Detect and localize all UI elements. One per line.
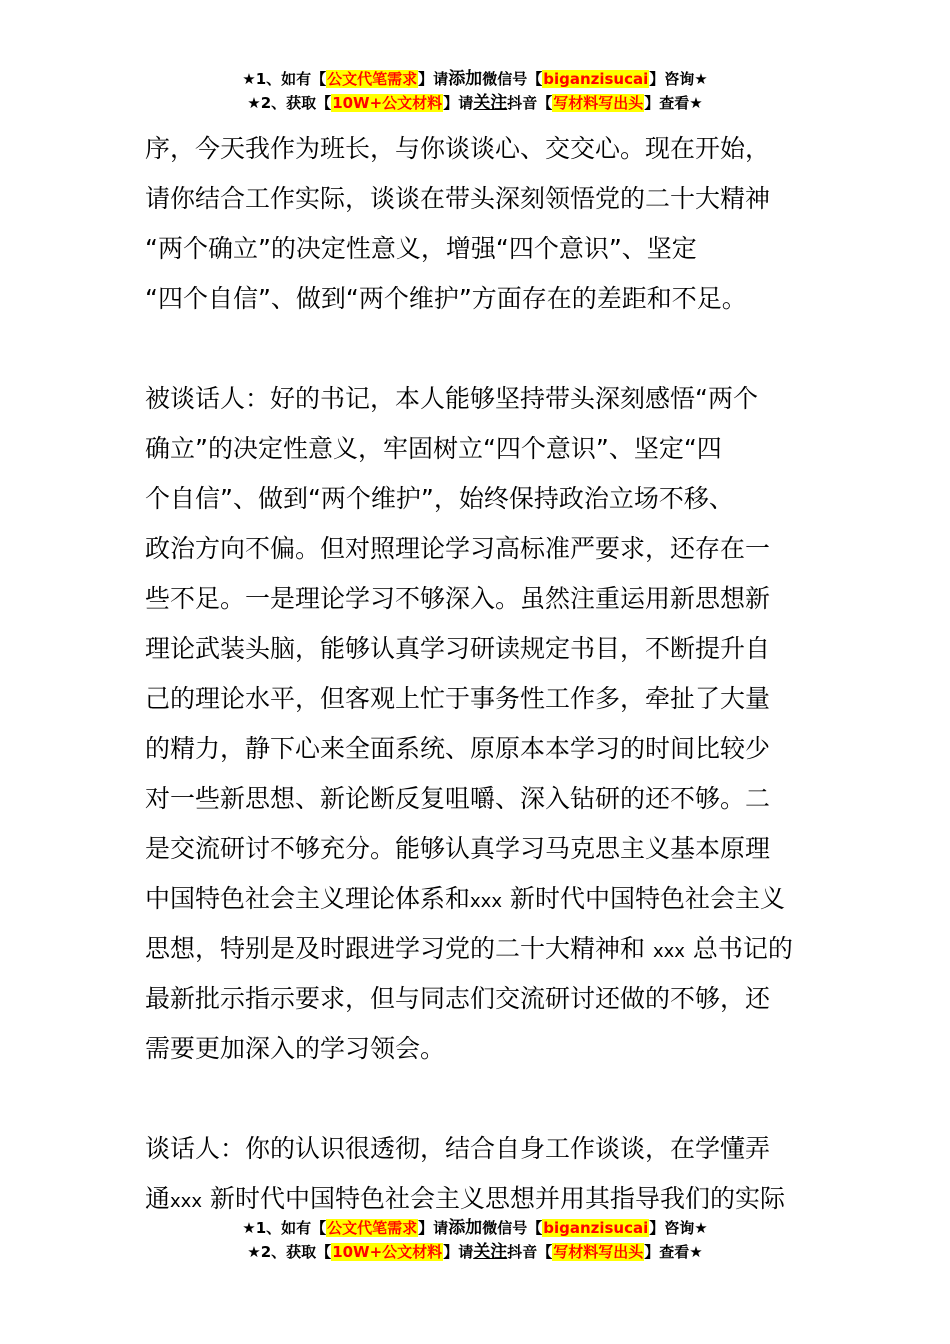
placeholder-xxx: xxx	[470, 891, 502, 912]
promo-douyin-name: 写材料写出头	[553, 94, 644, 112]
text-line: 被谈话人：好的书记，本人能够坚持带头深刻感悟“两个	[145, 384, 758, 413]
promo-text: ★2、获取【	[247, 94, 332, 112]
text-line: 序，今天我作为班长，与你谈谈心、交交心。现在开始，	[145, 134, 771, 163]
paragraph-2	[145, 374, 810, 1074]
text-line: “四个自信”、做到“两个维护”方面存在的差距和不足。	[145, 284, 747, 313]
text-line: 己的理论水平，但客观上忙于事务性工作多，牵扯了大量	[145, 684, 771, 713]
promo-wechat-id: biganzisucai	[543, 1219, 649, 1237]
text-line: 请你结合工作实际，谈谈在带头深刻领悟党的二十大精神	[145, 184, 771, 213]
promo-text: ★1、如有【	[242, 1219, 327, 1237]
text-line: 的精力，静下心来全面系统、原原本本学习的时间比较少	[145, 734, 771, 763]
promo-emphasis: 关注	[473, 93, 508, 113]
text-line	[145, 924, 810, 974]
promo-line-1	[0, 1217, 950, 1241]
promo-highlight: 10W+公文材料	[332, 94, 443, 112]
promo-line-2	[0, 92, 950, 116]
promo-text: ★1、如有【	[242, 70, 327, 88]
placeholder-xxx: xxx	[170, 1191, 202, 1212]
text-line: 政治方向不偏。但对照理论学习高标准严要求，还存在一	[145, 534, 771, 563]
promo-text: 】请	[418, 1219, 449, 1237]
promo-text: 】查看★	[644, 1243, 703, 1261]
paragraph-3	[145, 1124, 810, 1224]
promo-emphasis: 添加	[448, 69, 483, 89]
promo-text: 】请	[418, 70, 449, 88]
promo-text: 微信号【	[482, 1219, 543, 1237]
promo-text: 抖音【	[507, 1243, 553, 1261]
text-line: 最新批示指示要求，但与同志们交流研讨还做的不够，还	[145, 984, 771, 1013]
text-line: 些不足。一是理论学习不够深入。虽然注重运用新思想新	[145, 584, 771, 613]
text-line: 理论武装头脑，能够认真学习研读规定书目，不断提升自	[145, 634, 771, 663]
text-segment: 总书记的	[692, 934, 793, 963]
paragraph-1	[145, 124, 810, 324]
promo-emphasis: 添加	[448, 1218, 483, 1238]
promo-wechat-id: biganzisucai	[543, 70, 649, 88]
text-line	[145, 874, 810, 924]
text-line: 对一些新思想、新论断反复咀嚼、深入钻研的还不够。二	[145, 784, 771, 813]
promo-text: ★2、获取【	[247, 1243, 332, 1261]
promo-douyin-name: 写材料写出头	[553, 1243, 644, 1261]
text-segment: 新时代中国特色社会主义	[509, 884, 785, 913]
text-segment: 通	[145, 1184, 171, 1213]
promo-highlight: 公文代笔需求	[327, 1219, 418, 1237]
text-segment: 新时代中国特色社会主义思想并用其指导我们的实际	[209, 1184, 785, 1213]
text-segment: 思想，特别是及时跟进学习党的二十大精神和	[145, 934, 646, 963]
promo-text: 】请	[443, 94, 474, 112]
text-line: 需要更加深入的学习领会。	[145, 1034, 446, 1063]
paragraph-gap	[145, 1074, 810, 1124]
text-line: “两个确立”的决定性意义，增强“四个意识”、坚定	[145, 234, 697, 263]
promo-text: 】咨询★	[649, 1219, 708, 1237]
promo-text: 微信号【	[482, 70, 543, 88]
paragraph-gap	[145, 324, 810, 374]
document-body	[145, 124, 810, 1224]
text-line: 是交流研讨不够充分。能够认真学习马克思主义基本原理	[145, 834, 771, 863]
promo-emphasis: 关注	[473, 1242, 508, 1262]
text-line: 谈话人：你的认识很透彻，结合自身工作谈谈，在学懂弄	[145, 1134, 771, 1163]
promo-text: 】咨询★	[649, 70, 708, 88]
promo-footer-bottom	[0, 1217, 950, 1265]
promo-highlight: 公文代笔需求	[327, 70, 418, 88]
promo-text: 抖音【	[507, 94, 553, 112]
text-line: 确立”的决定性意义，牢固树立“四个意识”、坚定“四	[145, 434, 722, 463]
text-line: 个自信”、做到“两个维护”，始终保持政治立场不移、	[145, 484, 734, 513]
promo-line-1	[0, 68, 950, 92]
text-segment: 中国特色社会主义理论体系和	[145, 884, 471, 913]
promo-highlight: 10W+公文材料	[332, 1243, 443, 1261]
promo-text: 】查看★	[644, 94, 703, 112]
promo-line-2	[0, 1241, 950, 1265]
promo-text: 】请	[443, 1243, 474, 1261]
placeholder-xxx: xxx	[652, 941, 685, 962]
promo-header-top	[0, 68, 950, 116]
